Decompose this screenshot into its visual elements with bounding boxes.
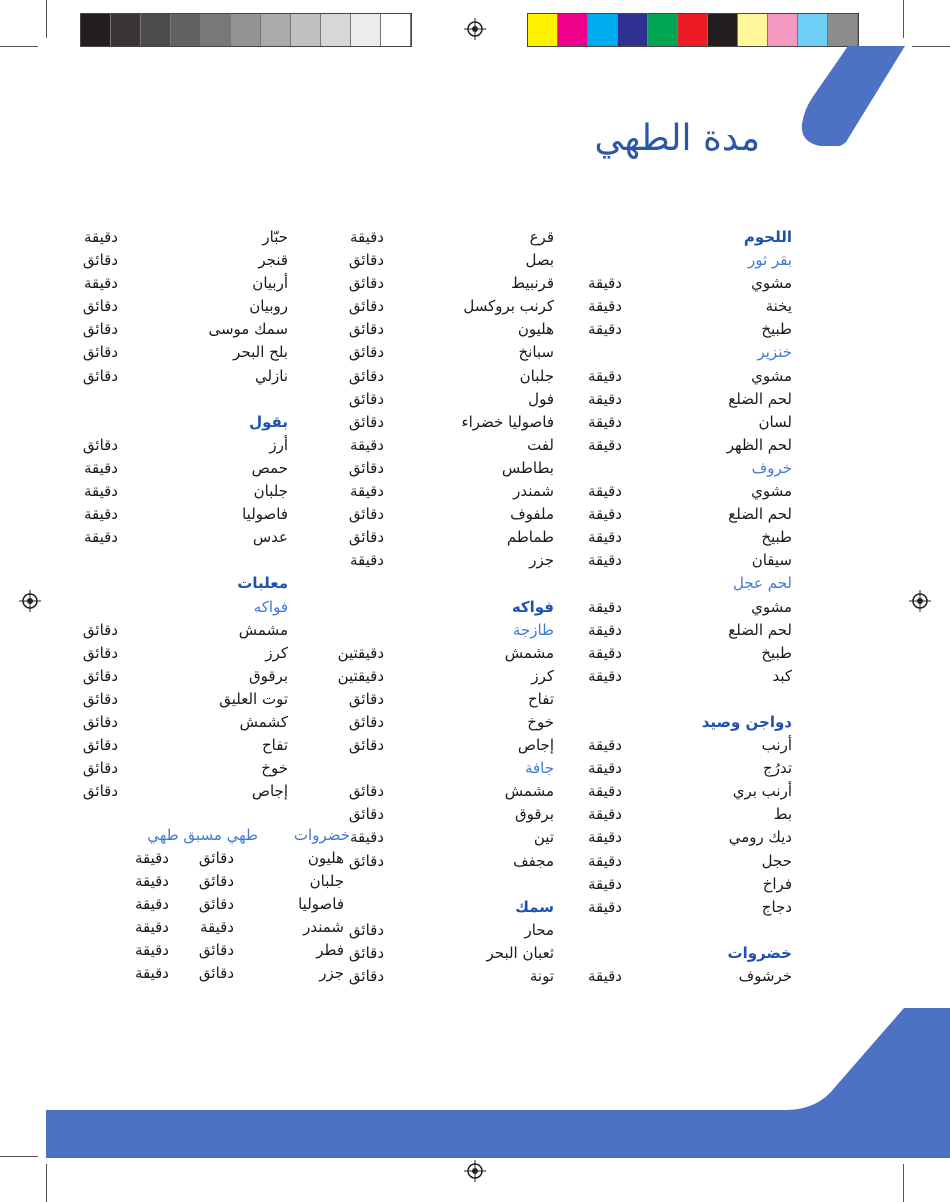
cooking-time: دقيقة xyxy=(587,874,622,893)
cook-time: دقيقة xyxy=(134,895,169,914)
list-item xyxy=(324,388,554,411)
list-item xyxy=(562,411,792,434)
list-item xyxy=(324,434,554,457)
precooked-heading: طهي مسبق طهي xyxy=(147,826,258,844)
crop-mark xyxy=(0,1156,38,1157)
list-item xyxy=(324,295,554,318)
spacer xyxy=(562,919,792,942)
item-name: فاصوليا xyxy=(242,505,288,524)
cooking-time: دقيقة xyxy=(83,458,118,477)
list-item xyxy=(562,896,792,919)
cooking-time: دقيقة xyxy=(587,736,622,755)
list-item xyxy=(58,272,288,295)
cooking-time: دقيقة xyxy=(349,228,384,246)
cook-time: دقيقة xyxy=(134,964,169,983)
cooking-time: دقائق xyxy=(82,620,118,639)
cooking-time: دقائق xyxy=(82,712,118,731)
item-name: تدرُج xyxy=(763,759,792,778)
item-name: كشمش xyxy=(239,712,288,731)
cooking-time: دقائق xyxy=(82,366,118,385)
item-name: تفاح xyxy=(527,689,554,708)
cooking-time: دقائق xyxy=(82,297,118,316)
list-item xyxy=(58,226,288,249)
list-item xyxy=(562,757,792,780)
item-name: خوخ xyxy=(527,712,554,731)
cooking-time: دقائق xyxy=(82,435,118,454)
cooking-time: دقيقة xyxy=(587,320,622,339)
cooking-time: دقيقة xyxy=(587,805,622,824)
registration-mark-icon xyxy=(909,590,931,612)
cooking-time: دقيقة xyxy=(83,228,118,246)
list-item xyxy=(562,549,792,572)
item-name: عدس xyxy=(252,528,288,547)
vegetables-fruit-fish-column xyxy=(324,226,554,988)
cooking-time: دقائق xyxy=(82,689,118,708)
crop-mark xyxy=(903,0,904,38)
list-item xyxy=(562,826,792,849)
cooking-time: دقائق xyxy=(348,458,384,477)
list-item xyxy=(562,780,792,803)
item-name: كرز xyxy=(265,643,288,662)
precook-time: دقائق xyxy=(198,941,234,960)
item-name: كبد xyxy=(772,666,792,685)
crop-mark xyxy=(46,0,47,38)
list-item xyxy=(324,503,554,526)
cooking-time: دقيقة xyxy=(587,620,622,639)
cooking-time: دقيقة xyxy=(587,412,622,431)
list-item xyxy=(58,665,288,688)
list-item xyxy=(58,642,288,665)
list-item xyxy=(324,688,554,711)
item-name: توت العليق xyxy=(219,689,288,708)
cooking-time: دقائق xyxy=(348,920,384,939)
item-name: دواجن وصيد xyxy=(701,712,792,731)
cooking-time: دقائق xyxy=(348,320,384,339)
table-row xyxy=(114,870,344,893)
list-item xyxy=(562,619,792,642)
crop-mark xyxy=(903,1164,904,1202)
list-item xyxy=(324,272,554,295)
table-row xyxy=(114,893,344,916)
list-item xyxy=(324,249,554,272)
list-item xyxy=(58,480,288,503)
item-name: سمك موسى xyxy=(208,320,288,339)
cooking-time: دقيقة xyxy=(587,666,622,685)
item-name: لحم الظهر xyxy=(726,435,792,454)
cooking-time: دقيقة xyxy=(83,274,118,293)
list-item xyxy=(562,850,792,873)
cooking-time: دقيقة xyxy=(587,505,622,524)
item-name: خضروات xyxy=(727,943,792,962)
item-name: إجاص xyxy=(251,782,288,801)
list-item xyxy=(58,780,288,803)
precook-time: دقائق xyxy=(198,872,234,891)
list-item xyxy=(58,503,288,526)
item-name: مشمش xyxy=(504,643,554,662)
item-name: خوخ xyxy=(261,759,288,778)
subsection-heading xyxy=(324,757,554,780)
item-name: فواكه xyxy=(511,597,554,616)
vegetable-name: هليون xyxy=(307,849,344,867)
item-name: أرنب xyxy=(761,736,792,755)
cooking-time: دقائق xyxy=(348,805,384,824)
bottom-band-decoration xyxy=(46,1008,950,1158)
item-name: هليون xyxy=(517,320,554,339)
crop-mark xyxy=(46,1164,47,1202)
cooking-time: دقائق xyxy=(348,943,384,962)
table-row xyxy=(114,847,344,870)
cooking-time: دقائق xyxy=(82,251,118,270)
subsection-heading xyxy=(562,457,792,480)
item-name: إجاص xyxy=(517,736,554,755)
list-item xyxy=(562,318,792,341)
item-name: مشمش xyxy=(238,620,288,639)
list-item xyxy=(324,365,554,388)
item-name: نازلي xyxy=(254,366,288,385)
cooking-time: دقائق xyxy=(348,366,384,385)
item-name: مشوي xyxy=(751,274,792,293)
cooking-time: دقيقة xyxy=(349,435,384,454)
list-item xyxy=(562,873,792,896)
item-name: ديك رومي xyxy=(728,828,792,847)
item-name: خروف xyxy=(751,458,792,477)
precook-time: دقيقة xyxy=(199,918,234,937)
vegetables-table xyxy=(114,847,344,986)
cooking-time: دقائق xyxy=(82,782,118,801)
cooking-time: دقائق xyxy=(348,528,384,547)
cooking-time: دقيقة xyxy=(587,967,622,985)
section-heading xyxy=(562,226,792,249)
item-name: جلبان xyxy=(253,482,288,501)
list-item xyxy=(324,665,554,688)
cooking-time: دقائق xyxy=(348,967,384,985)
item-name: محار xyxy=(524,920,554,939)
cooking-time: دقائق xyxy=(348,297,384,316)
corner-tab-decoration xyxy=(800,46,905,146)
vegetables-table-heading: خضروات xyxy=(293,826,350,844)
section-heading xyxy=(58,411,288,434)
item-name: قرنبيط xyxy=(511,274,554,293)
item-name: حجل xyxy=(761,851,792,870)
item-name: طازجة xyxy=(512,620,554,639)
list-item xyxy=(324,226,554,249)
cooking-time: دقيقة xyxy=(587,851,622,870)
item-name: أرنب بري xyxy=(732,782,792,801)
crop-mark xyxy=(912,46,950,47)
section-heading xyxy=(58,572,288,595)
vegetable-name: فطر xyxy=(316,941,344,960)
seafood-legumes-canned-column xyxy=(58,226,288,826)
item-name: طبيخ xyxy=(761,320,792,339)
cooking-time: دقائق xyxy=(348,343,384,362)
cook-time: دقيقة xyxy=(134,918,169,937)
list-item xyxy=(562,803,792,826)
vegetable-name: شمندر xyxy=(303,918,344,937)
list-item xyxy=(58,318,288,341)
list-item xyxy=(58,434,288,457)
cooking-time: دقائق xyxy=(348,851,384,870)
cooking-time: دقائق xyxy=(348,712,384,731)
page-title: مدة الطهي xyxy=(594,118,760,159)
list-item xyxy=(324,850,554,873)
list-item xyxy=(562,480,792,503)
list-item xyxy=(58,341,288,364)
list-item xyxy=(324,341,554,364)
cooking-time: دقائق xyxy=(348,505,384,524)
vegetable-name: جلبان xyxy=(309,872,344,891)
cmyk-color-bar xyxy=(527,13,859,47)
cooking-time: دقائق xyxy=(82,736,118,755)
cooking-time: دقائق xyxy=(348,251,384,270)
item-name: قرع xyxy=(529,228,554,246)
list-item xyxy=(324,526,554,549)
list-item xyxy=(324,480,554,503)
item-name: مشوي xyxy=(751,482,792,501)
cooking-time: دقيقة xyxy=(587,759,622,778)
list-item xyxy=(324,711,554,734)
cook-time: دقيقة xyxy=(134,941,169,960)
table-row xyxy=(114,962,344,985)
section-heading xyxy=(562,942,792,965)
item-name: اللحوم xyxy=(743,228,792,246)
list-item xyxy=(324,803,554,826)
precook-time: دقائق xyxy=(198,849,234,867)
list-item xyxy=(324,780,554,803)
item-name: تفاح xyxy=(261,736,288,755)
item-name: يخنة xyxy=(765,297,792,316)
item-name: معلبات xyxy=(237,574,288,593)
registration-mark-icon xyxy=(19,590,41,612)
subsection-heading xyxy=(562,341,792,364)
item-name: أرز xyxy=(269,435,288,454)
spacer xyxy=(324,572,554,595)
list-item xyxy=(58,457,288,480)
list-item xyxy=(58,711,288,734)
item-name: لسان xyxy=(758,412,792,431)
item-name: قنجر xyxy=(258,251,288,270)
cooking-time: دقيقة xyxy=(587,274,622,293)
crop-mark xyxy=(0,46,38,47)
item-name: كرنب بروكسل xyxy=(463,297,554,316)
item-name: ملفوف xyxy=(510,505,554,524)
item-name: بقر ثور xyxy=(748,251,792,270)
list-item xyxy=(324,826,554,849)
section-heading xyxy=(324,596,554,619)
cooking-time: دقائق xyxy=(348,736,384,755)
item-name: حبّار xyxy=(262,228,288,246)
cooking-time: دقيقة xyxy=(587,435,622,454)
list-item xyxy=(58,688,288,711)
list-item xyxy=(562,388,792,411)
item-name: ثعبان البحر xyxy=(486,943,554,962)
cooking-time: دقيقة xyxy=(587,389,622,408)
item-name: مشوي xyxy=(751,597,792,616)
item-name: حمص xyxy=(251,458,288,477)
item-name: بصل xyxy=(525,251,554,270)
cooking-time: دقيقة xyxy=(587,643,622,662)
list-item xyxy=(562,434,792,457)
item-name: فاصوليا خضراء xyxy=(461,412,554,431)
item-name: سيقان xyxy=(751,551,792,570)
cooking-time: دقيقة xyxy=(587,782,622,801)
item-name: كرز xyxy=(531,666,554,685)
list-item xyxy=(562,734,792,757)
cooking-time: دقيقة xyxy=(587,828,622,847)
registration-mark-icon xyxy=(464,1160,486,1182)
list-item xyxy=(562,272,792,295)
cooking-time: دقيقة xyxy=(83,528,118,547)
cooking-time: دقيقة xyxy=(349,482,384,501)
list-item xyxy=(562,642,792,665)
table-row xyxy=(114,916,344,939)
cooking-time: دقيقة xyxy=(83,505,118,524)
item-name: جلبان xyxy=(519,366,554,385)
cooking-time: دقائق xyxy=(82,320,118,339)
cooking-time: دقيقة xyxy=(587,897,622,916)
cooking-time: دقائق xyxy=(348,274,384,293)
item-name: فراخ xyxy=(762,874,792,893)
list-item xyxy=(58,734,288,757)
precook-time: دقائق xyxy=(198,964,234,983)
list-item xyxy=(562,526,792,549)
item-name: فول xyxy=(528,389,554,408)
cooking-time: دقائق xyxy=(82,759,118,778)
item-name: سمك xyxy=(515,897,554,916)
item-name: أربيان xyxy=(252,274,288,293)
list-item xyxy=(562,965,792,988)
list-item xyxy=(324,318,554,341)
item-name: جافة xyxy=(524,759,554,778)
cooking-time: دقيقة xyxy=(587,551,622,570)
spacer xyxy=(324,873,554,896)
list-item xyxy=(58,365,288,388)
item-name: شمندر xyxy=(513,482,554,501)
item-name: طماطم xyxy=(506,528,554,547)
item-name: بلح البحر xyxy=(233,343,288,362)
list-item xyxy=(58,757,288,780)
list-item xyxy=(324,411,554,434)
list-item xyxy=(562,295,792,318)
cooking-time: دقيقة xyxy=(349,551,384,570)
item-name: لحم عجل xyxy=(733,574,792,593)
cooking-time: دقائق xyxy=(348,782,384,801)
vegetables-table-header xyxy=(120,826,350,848)
spacer xyxy=(58,549,288,572)
item-name: برقوق xyxy=(248,666,288,685)
spacer xyxy=(58,388,288,411)
spacer xyxy=(58,803,288,826)
cook-time: دقيقة xyxy=(134,872,169,891)
subsection-heading xyxy=(58,596,288,619)
item-name: مشوي xyxy=(751,366,792,385)
cooking-time: دقيقة xyxy=(83,482,118,501)
list-item xyxy=(324,919,554,942)
item-name: سبانخ xyxy=(518,343,554,362)
vegetable-name: فاصوليا xyxy=(298,895,344,914)
list-item xyxy=(324,549,554,572)
precook-time: دقائق xyxy=(198,895,234,914)
item-name: بطاطس xyxy=(501,458,554,477)
table-row xyxy=(114,939,344,962)
cooking-time: دقائق xyxy=(348,412,384,431)
section-heading xyxy=(562,711,792,734)
cooking-time: دقيقة xyxy=(587,482,622,501)
cooking-time: دقائق xyxy=(82,643,118,662)
item-name: طبيخ xyxy=(761,643,792,662)
cooking-time: دقيقة xyxy=(587,366,622,385)
list-item xyxy=(324,457,554,480)
item-name: خنزير xyxy=(757,343,792,362)
item-name: بط xyxy=(773,805,792,824)
item-name: لحم الضلع xyxy=(728,389,792,408)
subsection-heading xyxy=(562,249,792,272)
item-name: لفت xyxy=(527,435,554,454)
vegetable-name: جزر xyxy=(319,964,344,983)
item-name: بقول xyxy=(249,412,288,431)
cooking-time: دقيقة xyxy=(587,297,622,316)
list-item xyxy=(58,249,288,272)
list-item xyxy=(324,965,554,988)
registration-mark-icon xyxy=(464,18,486,40)
item-name: برقوق xyxy=(514,805,554,824)
cooking-time: دقائق xyxy=(348,389,384,408)
cooking-time: دقائق xyxy=(82,666,118,685)
item-name: دجاج xyxy=(761,897,792,916)
section-heading xyxy=(324,896,554,919)
list-item xyxy=(324,642,554,665)
item-name: لحم الضلع xyxy=(728,620,792,639)
cooking-time: دقيقتين xyxy=(337,666,384,685)
item-name: طبيخ xyxy=(761,528,792,547)
list-item xyxy=(58,619,288,642)
subsection-heading xyxy=(562,572,792,595)
list-item xyxy=(562,596,792,619)
list-item xyxy=(58,295,288,318)
cooking-time: دقائق xyxy=(348,689,384,708)
cooking-time: دقيقة xyxy=(349,828,384,847)
list-item xyxy=(562,503,792,526)
cooking-time: دقيقة xyxy=(587,597,622,616)
list-item xyxy=(562,365,792,388)
list-item xyxy=(324,942,554,965)
item-name: خرشوف xyxy=(738,967,792,985)
spacer xyxy=(562,688,792,711)
meat-poultry-column xyxy=(562,226,792,988)
cooking-time: دقيقة xyxy=(587,528,622,547)
item-name: مشمش xyxy=(504,782,554,801)
item-name: تين xyxy=(533,828,554,847)
item-name: تونة xyxy=(529,967,554,985)
item-name: روبيان xyxy=(249,297,288,316)
list-item xyxy=(324,734,554,757)
cooking-time: دقيقتين xyxy=(337,643,384,662)
item-name: مجفف xyxy=(513,851,554,870)
grayscale-color-bar xyxy=(80,13,412,47)
item-name: لحم الضلع xyxy=(728,505,792,524)
item-name: فواكه xyxy=(253,597,288,616)
cook-time: دقيقة xyxy=(134,849,169,867)
list-item xyxy=(562,665,792,688)
list-item xyxy=(58,526,288,549)
subsection-heading xyxy=(324,619,554,642)
item-name: جزر xyxy=(529,551,554,570)
cooking-time: دقائق xyxy=(82,343,118,362)
